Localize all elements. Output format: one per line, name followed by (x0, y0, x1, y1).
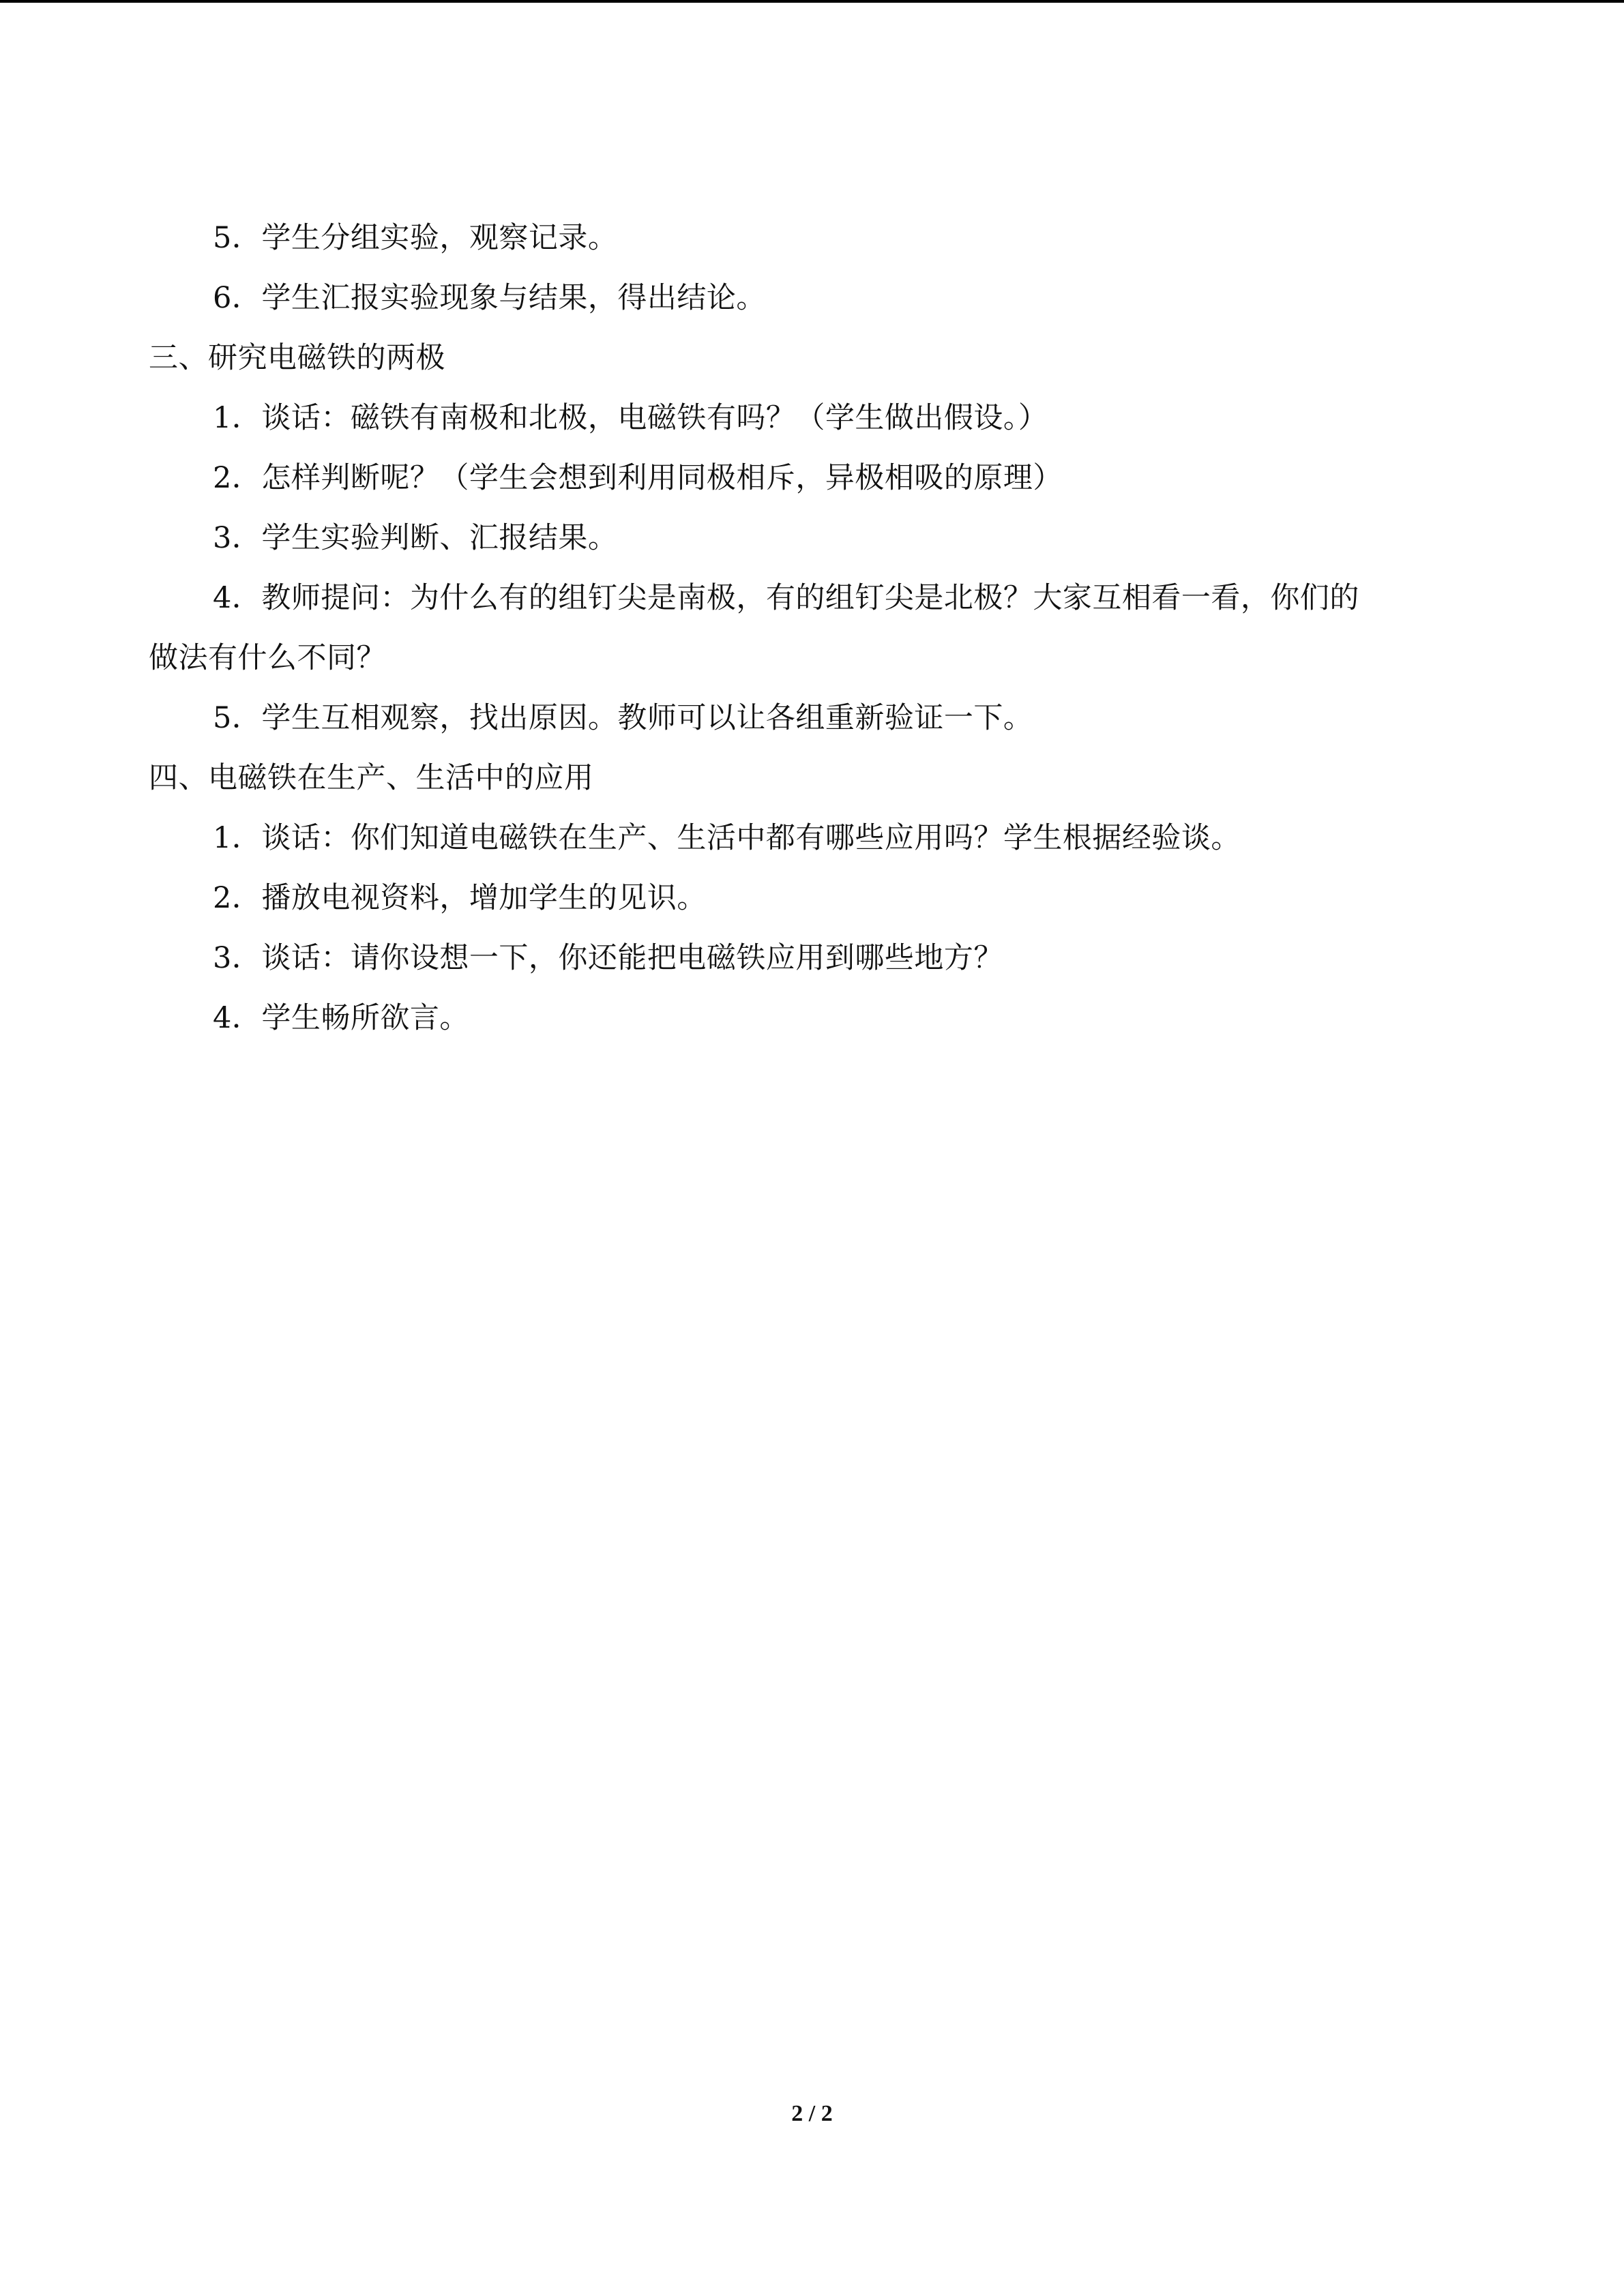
section-heading: 三、研究电磁铁的两极 (149, 341, 445, 375)
paragraph-line: 4．学生畅所欲言。 (213, 1001, 469, 1035)
paragraph-line: 2．播放电视资料，增加学生的见识。 (213, 881, 707, 915)
section-heading: 四、电磁铁在生产、生活中的应用 (149, 761, 594, 795)
paragraph-line: 4．教师提问：为什么有的组钉尖是南极，有的组钉尖是北极？大家互相看一看，你们的 (213, 581, 1359, 615)
paragraph-line: 5．学生互相观察，找出原因。教师可以让各组重新验证一下。 (213, 701, 1033, 735)
paragraph-line: 3．谈话：请你设想一下，你还能把电磁铁应用到哪些地方？ (213, 941, 1003, 975)
paragraph-line-continuation: 做法有什么不同？ (149, 641, 386, 675)
document-body (149, 208, 1479, 1048)
paragraph-line: 1．谈话：你们知道电磁铁在生产、生活中都有哪些应用吗？学生根据经验谈。 (213, 821, 1241, 855)
paragraph-line: 1．谈话：磁铁有南极和北极，电磁铁有吗？（学生做出假设。） (213, 401, 1048, 435)
page-number: 2 / 2 (791, 2101, 833, 2126)
paragraph-line: 3．学生实验判断、汇报结果。 (213, 521, 618, 555)
paragraph-line: 5．学生分组实验，观察记录。 (213, 221, 618, 255)
page-top-border (0, 0, 1624, 3)
paragraph-line: 6．学生汇报实验现象与结果，得出结论。 (213, 281, 766, 315)
paragraph-line: 2．怎样判断呢？（学生会想到利用同极相斥，异极相吸的原理） (213, 461, 1063, 495)
